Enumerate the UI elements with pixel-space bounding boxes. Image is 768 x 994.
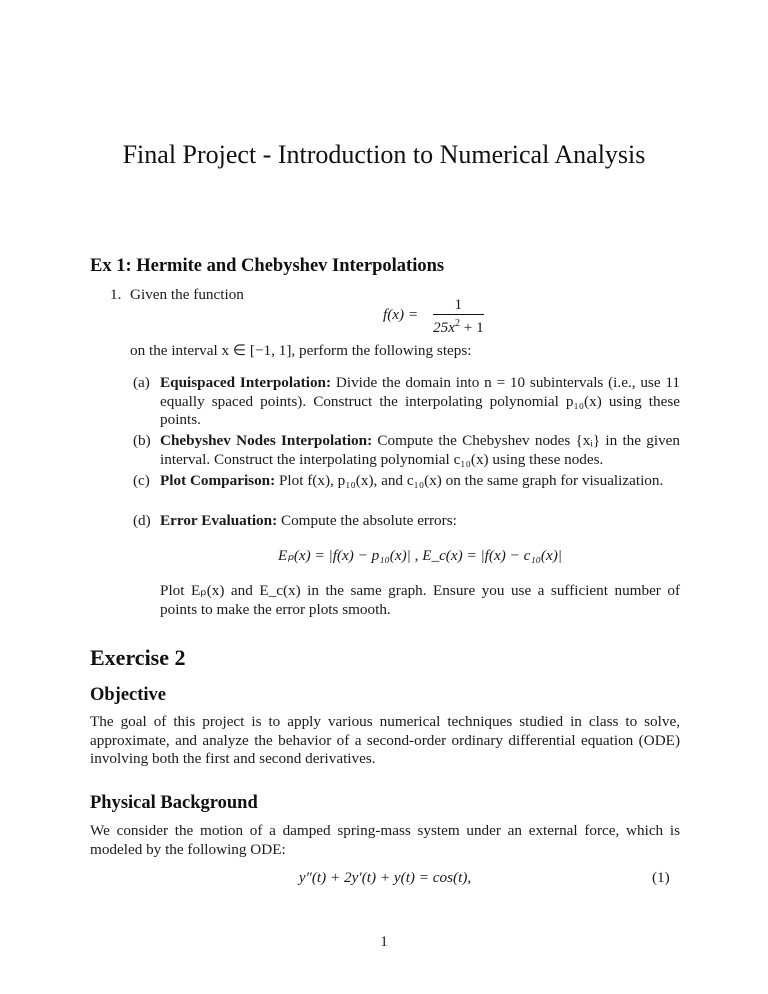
objective-text: The goal of this project is to apply various numerical techniques studied in class to solve, approximate, and analyze the behavior of a second-order ordinary differential equation (ODE) involving both the first and second derivatives. — [90, 713, 680, 767]
ex1-intro: Given the function — [130, 286, 244, 303]
function-lhs: f(x) = — [383, 306, 419, 323]
interval-text: on the interval x ∈ [−1, 1], perform the following steps: — [130, 342, 472, 359]
ex2-heading: Exercise 2 — [90, 645, 186, 670]
ex1-heading: Ex 1: Hermite and Chebyshev Interpolations — [90, 256, 445, 276]
step-d-label: (d) — [133, 512, 151, 529]
step-a-label: (a) — [133, 374, 150, 391]
step-b: Chebyshev Nodes Interpolation: Compute the Chebyshev nodes {xᵢ} in the given interval. Construct the interpolating polynomial c₁₀(x) using these nodes. — [160, 432, 680, 468]
ex1-item-number: 1. — [110, 286, 122, 303]
background-heading: Physical Background — [90, 793, 258, 813]
equation-number: (1) — [652, 869, 670, 886]
page-number: 1 — [380, 933, 388, 950]
objective-heading: Objective — [90, 685, 167, 705]
step-a: Equispaced Interpolation: Divide the domain into n = 10 subintervals (i.e., use 11 equally spaced points). Construct the interpolating polynomial p₁₀(x) using these points. — [160, 374, 681, 428]
step-c: Plot Comparison: Plot f(x), p₁₀(x), and c₁₀(x) on the same graph for visualization. — [160, 472, 664, 489]
background-text: We consider the motion of a damped spring-mass system under an external force, which is modeled by the following ODE: — [90, 822, 680, 858]
ode-equation: y″(t) + 2y′(t) + y(t) = cos(t), — [298, 869, 472, 886]
step-d: Error Evaluation: Compute the absolute errors: — [160, 512, 457, 529]
step-c-label: (c) — [133, 472, 150, 489]
step-d-after: Plot Eₚ(x) and E_c(x) in the same graph. Ensure you use a sufficient number of points to make the error plots smooth. — [160, 582, 680, 618]
function-numerator: 1 — [433, 296, 484, 315]
function-denominator: $25x^2 + 1$ — [433, 318, 484, 336]
function-fraction — [433, 296, 484, 337]
error-equation: Eₚ(x) = |f(x) − p₁₀(x)| , E_c(x) = |f(x) − c₁₀(x)| — [278, 547, 562, 564]
step-b-label: (b) — [133, 432, 151, 449]
document-title: Final Project - Introduction to Numerical Analysis — [122, 140, 646, 169]
